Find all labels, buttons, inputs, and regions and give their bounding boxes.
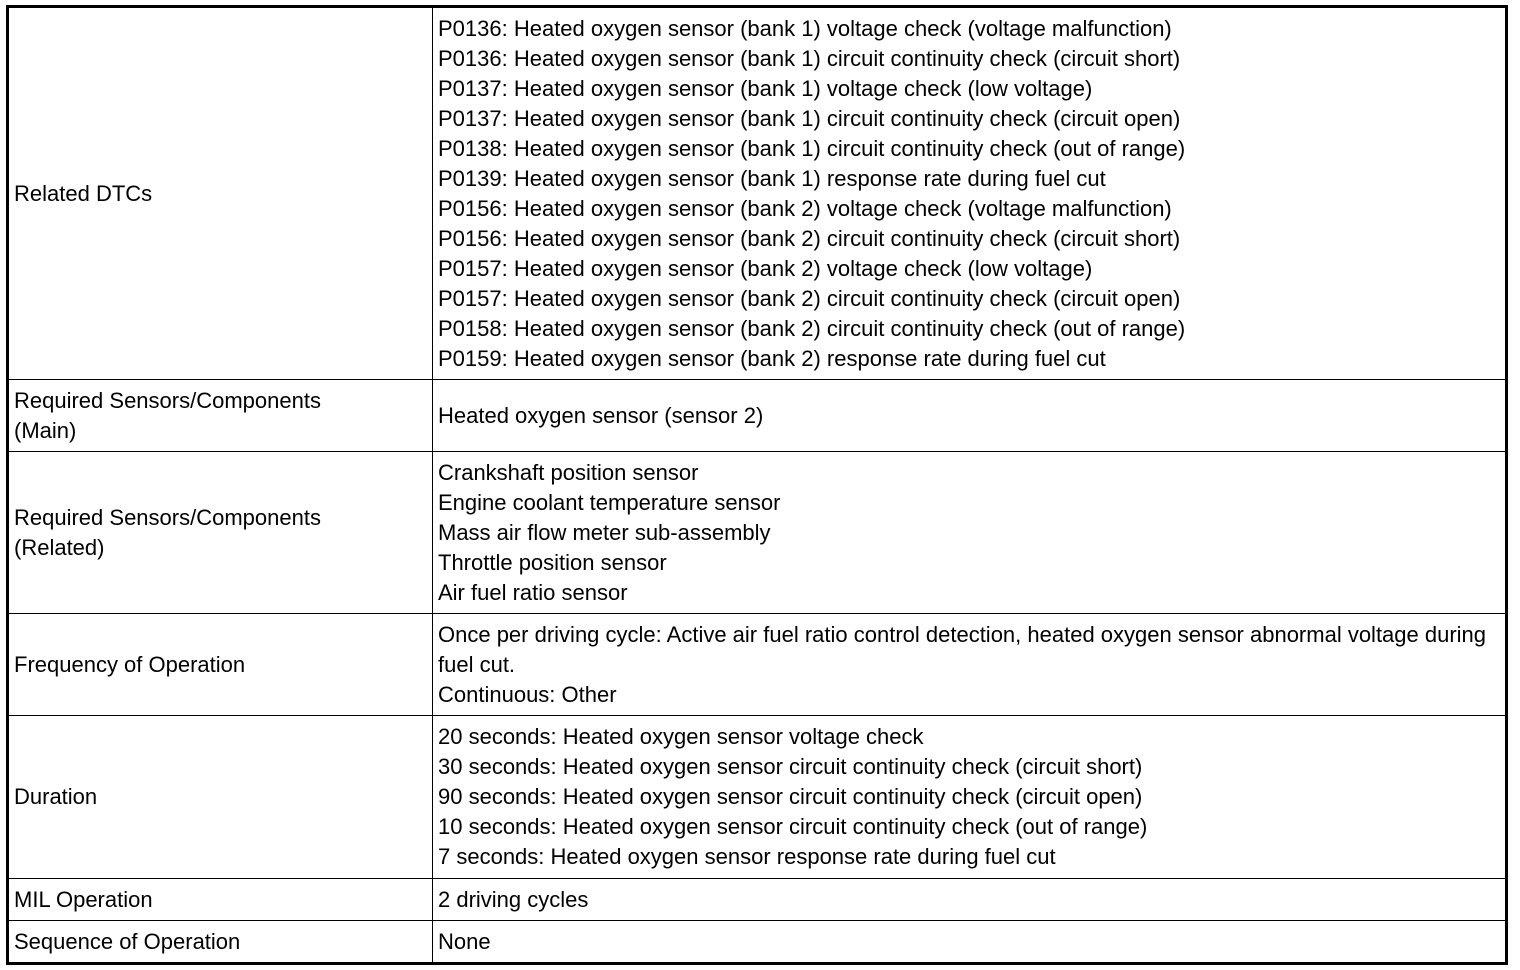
dtc-entry: P0156: Heated oxygen sensor (bank 2) voltage check (voltage malfunction) — [438, 195, 1172, 221]
frequency-entry: Continuous: Other — [438, 681, 617, 707]
value-cell-duration — [433, 716, 1507, 879]
component-entry: Engine coolant temperature sensor — [438, 489, 781, 515]
table-row-required-main — [8, 380, 1507, 452]
dtc-entry: P0157: Heated oxygen sensor (bank 2) circuit continuity check (circuit open) — [438, 285, 1181, 311]
value-cell-mil-operation — [433, 879, 1507, 921]
dtc-entry: P0137: Heated oxygen sensor (bank 1) voltage check (low voltage) — [438, 75, 1093, 101]
value-cell-related-dtcs — [433, 7, 1507, 380]
label-cell-mil-operation — [8, 879, 433, 921]
sequence-entry: None — [438, 928, 491, 954]
component-entry: Air fuel ratio sensor — [438, 579, 628, 605]
label-cell-duration — [8, 716, 433, 879]
row-label: Required Sensors/Components — [14, 504, 321, 530]
dtc-entry: P0136: Heated oxygen sensor (bank 1) circuit continuity check (circuit short) — [438, 45, 1181, 71]
dtc-entry: P0158: Heated oxygen sensor (bank 2) circuit continuity check (out of range) — [438, 315, 1186, 341]
value-cell-required-related — [433, 452, 1507, 614]
label-cell-required-related — [8, 452, 433, 614]
row-label: MIL Operation — [14, 886, 153, 912]
label-cell-frequency — [8, 614, 433, 716]
label-cell-sequence — [8, 921, 433, 964]
dtc-entry: P0156: Heated oxygen sensor (bank 2) circuit continuity check (circuit short) — [438, 225, 1181, 251]
label-cell-required-main — [8, 380, 433, 452]
component-entry: Mass air flow meter sub-assembly — [438, 519, 771, 545]
table-row-mil-operation — [8, 879, 1507, 921]
table-row-required-related — [8, 452, 1507, 614]
dtc-entry: P0136: Heated oxygen sensor (bank 1) voltage check (voltage malfunction) — [438, 15, 1172, 41]
monitor-spec-table — [6, 5, 1508, 965]
dtc-entry: P0157: Heated oxygen sensor (bank 2) voltage check (low voltage) — [438, 255, 1093, 281]
table-row-related-dtcs — [8, 7, 1507, 380]
row-label: Frequency of Operation — [14, 651, 246, 677]
row-label: Related DTCs — [14, 180, 153, 206]
dtc-entry: P0139: Heated oxygen sensor (bank 1) response rate during fuel cut — [438, 165, 1106, 191]
duration-entry: 30 seconds: Heated oxygen sensor circuit continuity check (circuit short) — [438, 754, 1143, 779]
duration-entry: 7 seconds: Heated oxygen sensor response rate during fuel cut — [438, 844, 1056, 869]
row-label-suffix: (Related) — [14, 534, 105, 560]
value-cell-frequency — [433, 614, 1507, 716]
component-entry: Crankshaft position sensor — [438, 459, 699, 485]
component-entry: Throttle position sensor — [438, 549, 667, 575]
duration-entry: 20 seconds: Heated oxygen sensor voltage check — [438, 724, 924, 749]
label-cell-related-dtcs — [8, 7, 433, 380]
row-label: Duration — [14, 784, 98, 809]
duration-entry: 90 seconds: Heated oxygen sensor circuit continuity check (circuit open) — [438, 784, 1143, 809]
dtc-entry: P0137: Heated oxygen sensor (bank 1) circuit continuity check (circuit open) — [438, 105, 1181, 131]
table-row-frequency — [8, 614, 1507, 716]
frequency-entry: Once per driving cycle: Active air fuel ratio control detection, heated oxygen sensor abnormal voltage during fuel cut. — [438, 621, 1487, 677]
row-label-suffix: (Main) — [14, 417, 77, 443]
mil-entry: 2 driving cycles — [438, 886, 589, 912]
component-entry: Heated oxygen sensor (sensor 2) — [438, 402, 764, 428]
row-label: Sequence of Operation — [14, 928, 241, 954]
value-cell-sequence — [433, 921, 1507, 964]
table-row-sequence — [8, 921, 1507, 964]
value-cell-required-main — [433, 380, 1507, 452]
dtc-entry: P0138: Heated oxygen sensor (bank 1) circuit continuity check (out of range) — [438, 135, 1186, 161]
row-label: Required Sensors/Components — [14, 387, 321, 413]
duration-entry: 10 seconds: Heated oxygen sensor circuit continuity check (out of range) — [438, 814, 1148, 839]
dtc-entry: P0159: Heated oxygen sensor (bank 2) response rate during fuel cut — [438, 345, 1106, 371]
table-row-duration — [8, 716, 1507, 879]
